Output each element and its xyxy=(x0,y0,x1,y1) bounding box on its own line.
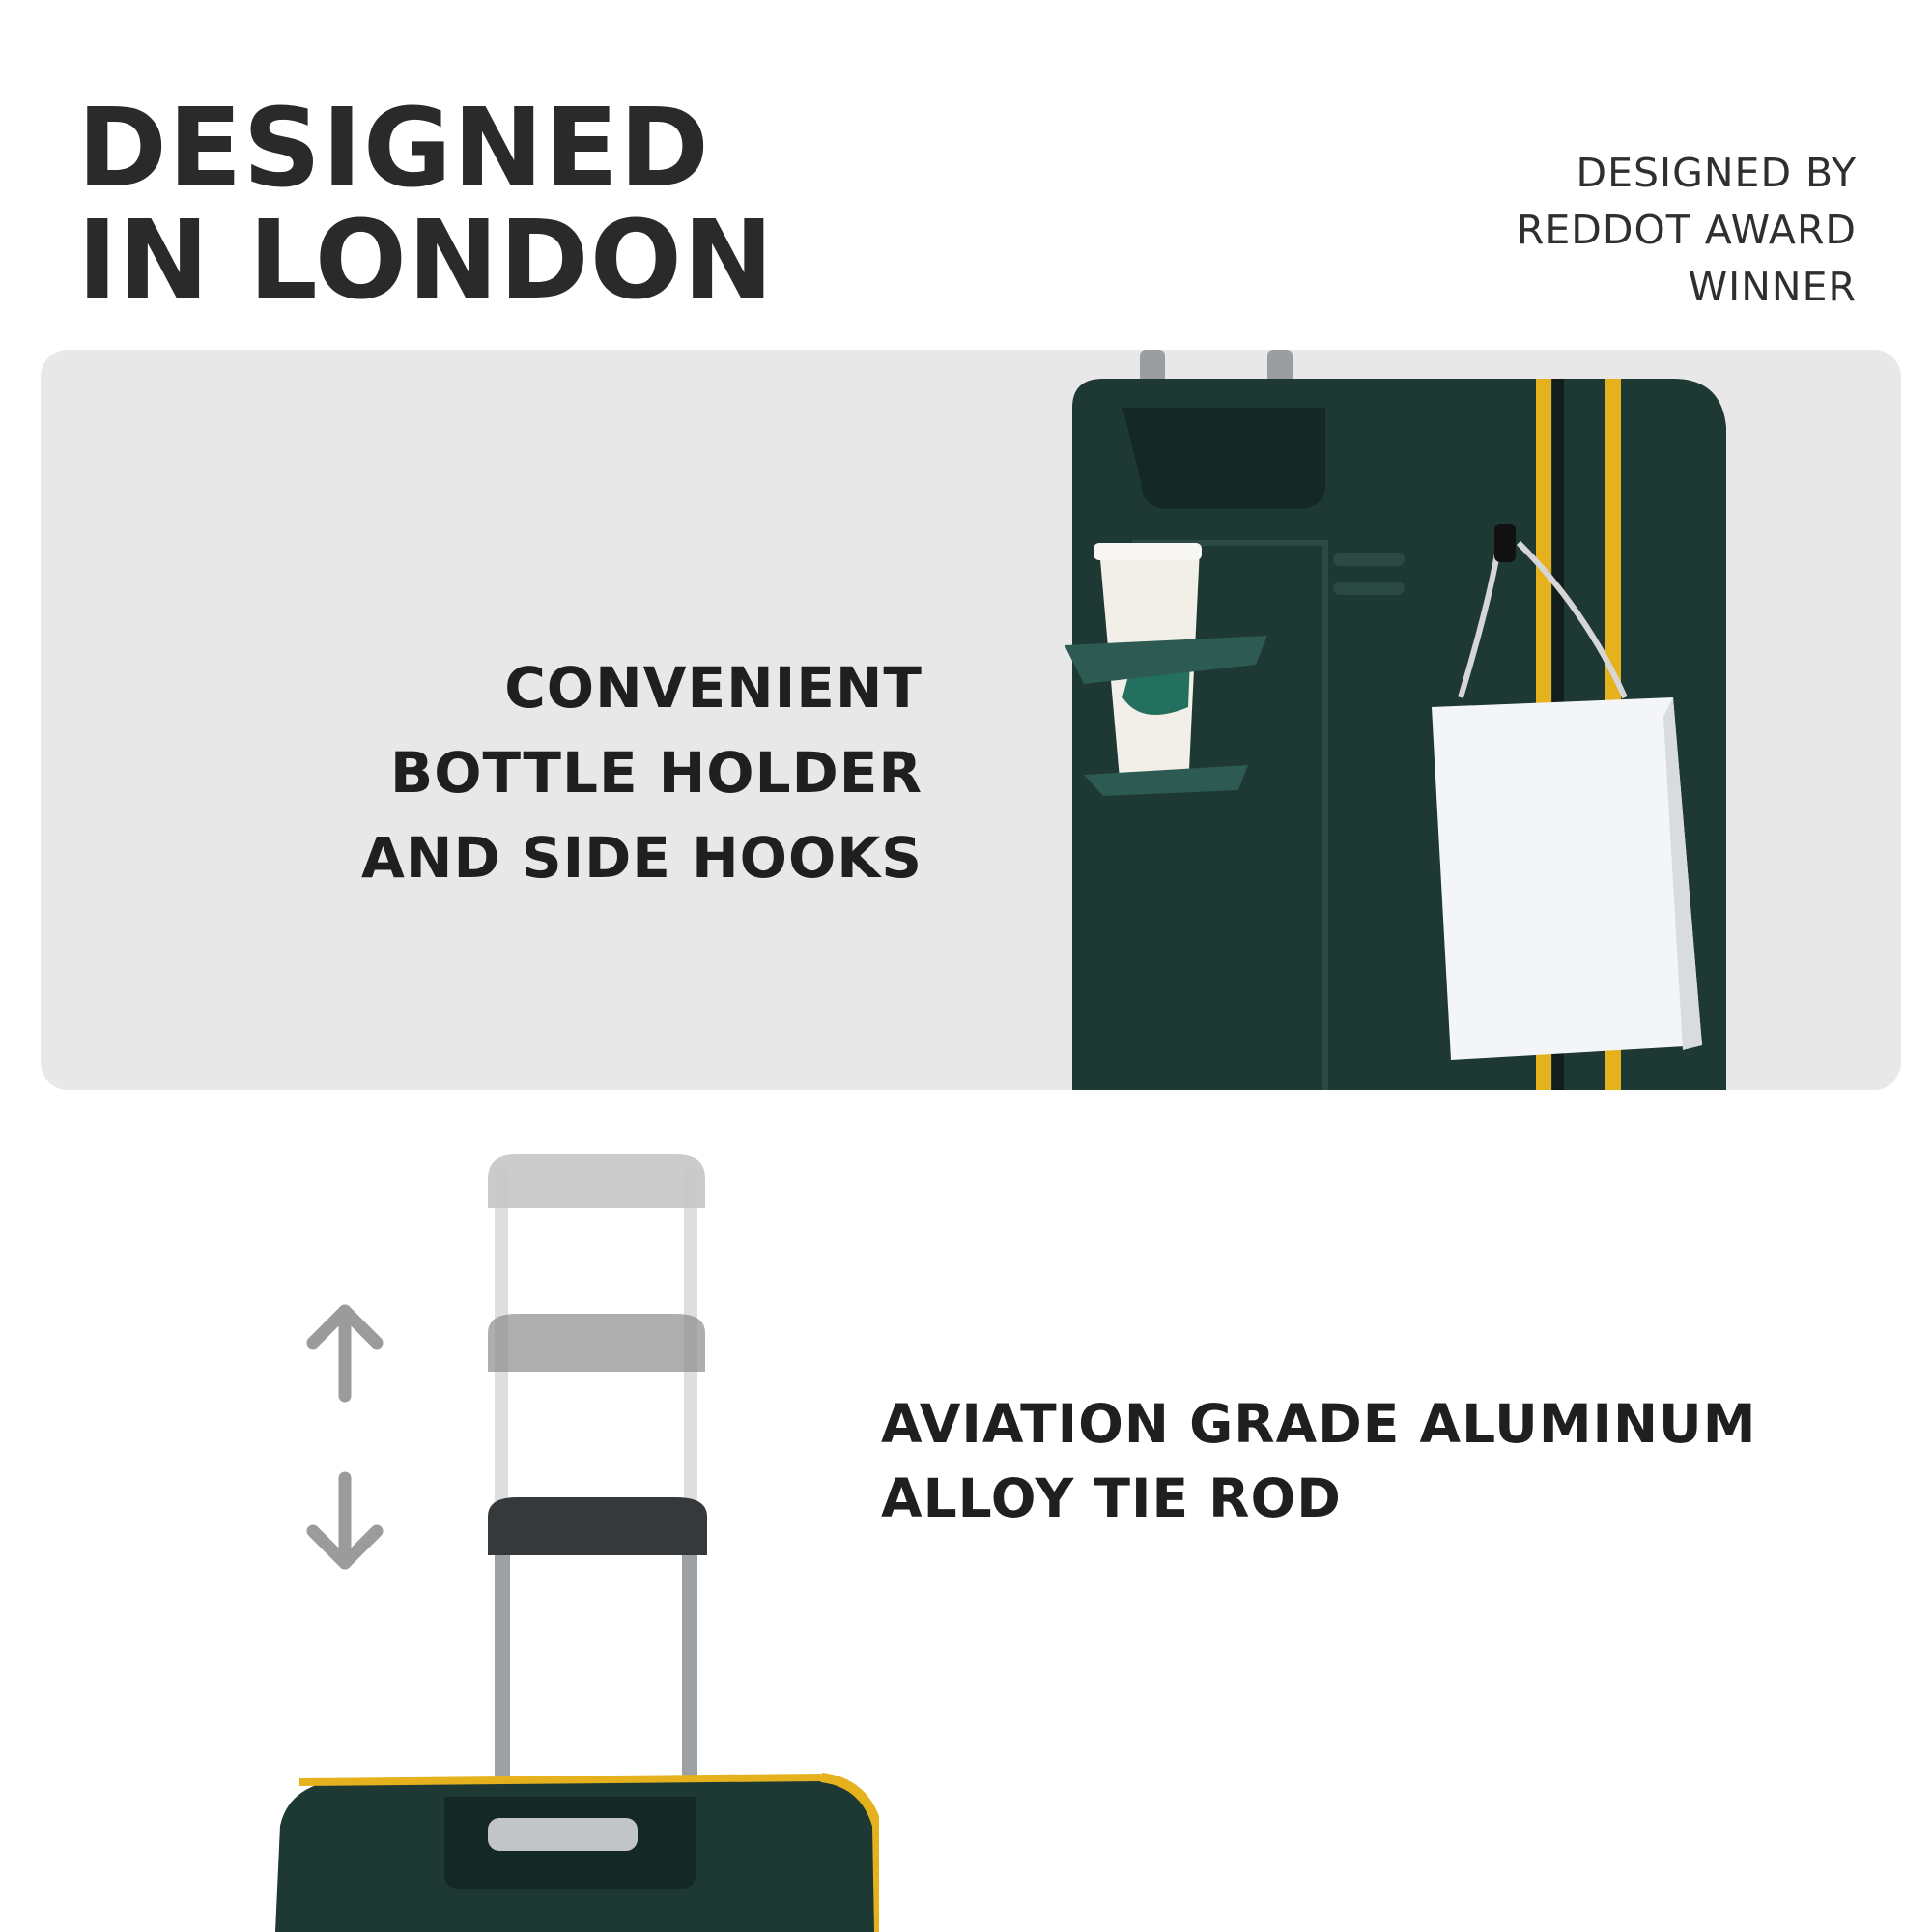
tie-rod-line-1: AVIATION GRADE ALUMINUM xyxy=(881,1393,1757,1455)
headline-line-2: IN LONDON xyxy=(77,198,775,324)
headline-line-1: DESIGNED xyxy=(77,86,710,212)
bottle-holder-line-3: AND SIDE HOOKS xyxy=(361,825,923,891)
tie-rod-caption xyxy=(881,1387,1756,1536)
award-caption xyxy=(1517,145,1857,316)
award-line-1: DESIGNED BY xyxy=(1576,150,1857,196)
feature-panel xyxy=(41,350,1901,1090)
tie-rod-line-2: ALLOY TIE ROD xyxy=(881,1467,1342,1529)
bottle-holder-line-1: CONVENIENT xyxy=(504,655,923,721)
headline xyxy=(77,86,775,324)
tie-rod-image xyxy=(242,1150,879,1932)
bottle-holder-line-2: BOTTLE HOLDER xyxy=(390,740,923,806)
award-line-3: WINNER xyxy=(1688,264,1857,310)
award-line-2: REDDOT AWARD xyxy=(1516,207,1857,253)
suitcase-side-image xyxy=(41,350,1901,1090)
bottle-holder-caption xyxy=(361,645,923,900)
